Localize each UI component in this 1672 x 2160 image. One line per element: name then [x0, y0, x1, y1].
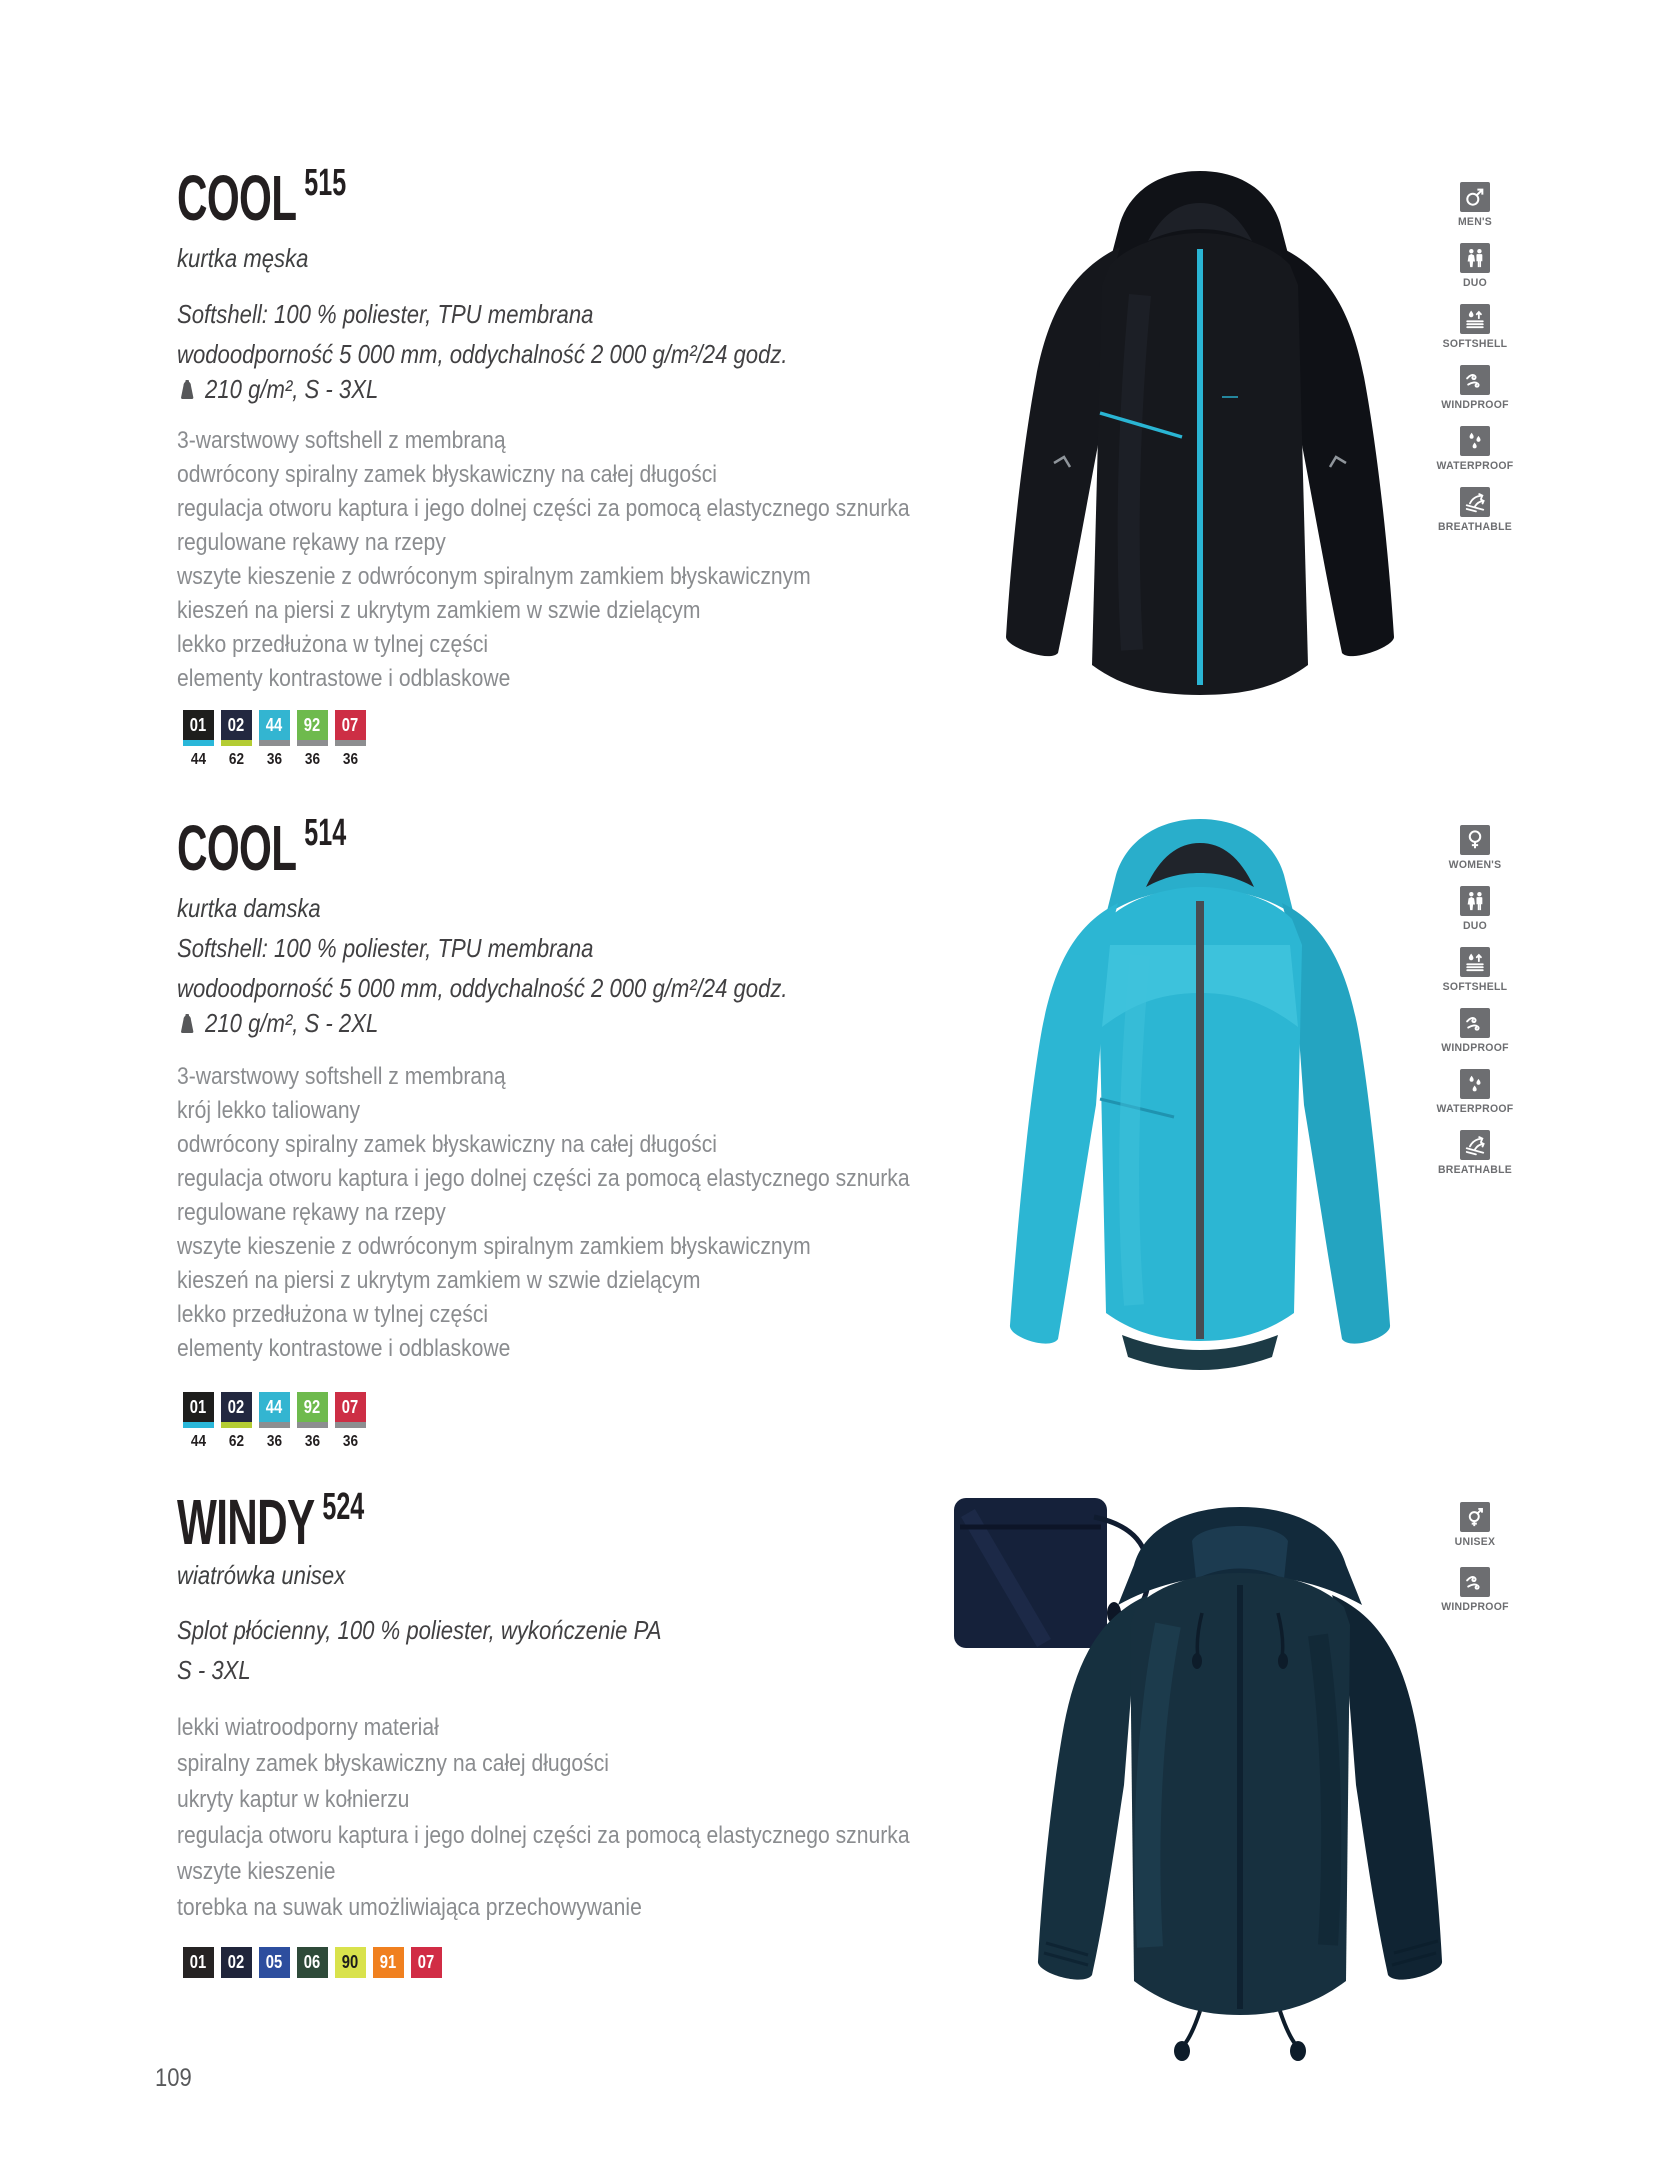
swatch-strip	[335, 1422, 366, 1428]
feature-item: regulacja otworu kaptura i jego dolnej części za pomocą elastycznego sznurka	[177, 1165, 910, 1192]
feature-item: torebka na suwak umożliwiająca przechowywanie	[177, 1894, 642, 1921]
feature-icon-waterproof: WATERPROOF	[1415, 426, 1535, 472]
feature-icon-unisex: UNISEX	[1415, 1502, 1535, 1548]
duo-icon	[1460, 243, 1490, 273]
weight-icon	[177, 1013, 197, 1035]
swatch-strip	[335, 740, 366, 746]
product-title	[177, 162, 347, 240]
feature-list	[177, 1710, 910, 1926]
swatch-code: 91	[380, 1952, 397, 1972]
feature-item: odwrócony spiralny zamek błyskawiczny na całej długości	[177, 461, 717, 488]
color-swatch	[335, 1392, 366, 1451]
feature-item: krój lekko taliowany	[177, 1097, 361, 1124]
duo-icon	[1460, 886, 1490, 916]
product-photo-cool-514	[950, 795, 1450, 1395]
feature-item: elementy kontrastowe i odblaskowe	[177, 665, 511, 692]
mens-icon	[1460, 182, 1490, 212]
waterproof-icon	[1460, 1069, 1490, 1099]
feature-icon-softshell: SOFTSHELL	[1415, 947, 1535, 993]
swatch-sublabel: 44	[190, 751, 207, 768]
swatch-strip	[183, 1422, 214, 1428]
feature-icon-womens: WOMEN'S	[1415, 825, 1535, 871]
feature-item: kieszeń na piersi z ukrytym zamkiem w szwie dzielącym	[177, 1267, 701, 1294]
swatch-code: 90	[342, 1952, 359, 1972]
swatch-code: 07	[342, 714, 359, 735]
waterproof-icon	[1460, 426, 1490, 456]
swatch-code: 02	[228, 1396, 245, 1417]
feature-item: wszyte kieszenie	[177, 1858, 336, 1885]
material-line: wodoodporność 5 000 mm, oddychalność 2 000 g/m²/24 godz.	[177, 339, 788, 369]
swatch-code: 07	[342, 1396, 359, 1417]
weight-size-line	[177, 374, 378, 405]
product-code: 524	[322, 1486, 365, 1528]
feature-item: 3-warstwowy softshell z membraną	[177, 427, 506, 454]
color-swatch	[297, 1947, 328, 1978]
color-swatch	[259, 710, 290, 769]
swatch-code: 05	[266, 1952, 283, 1972]
color-swatch	[373, 1947, 404, 1978]
material-line: Splot płócienny, 100 % poliester, wykończenie PA	[177, 1615, 662, 1645]
feature-item: elementy kontrastowe i odblaskowe	[177, 1335, 511, 1362]
windproof-icon	[1460, 365, 1490, 395]
product-name: COOL	[177, 162, 297, 234]
product-photo-cool-515	[950, 145, 1450, 715]
swatch-code: 06	[304, 1952, 321, 1972]
feature-item: regulacja otworu kaptura i jego dolnej części za pomocą elastycznego sznurka	[177, 495, 910, 522]
swatch-strip	[221, 1422, 252, 1428]
feature-icon-windproof: WINDPROOF	[1415, 1567, 1535, 1613]
product-code: 515	[304, 162, 347, 204]
swatch-strip	[221, 740, 252, 746]
feature-item: kieszeń na piersi z ukrytym zamkiem w szwie dzielącym	[177, 597, 701, 624]
color-swatch	[183, 1947, 214, 1978]
swatch-strip	[297, 740, 328, 746]
feature-item: odwrócony spiralny zamek błyskawiczny na całej długości	[177, 1131, 717, 1158]
womens-icon	[1460, 825, 1490, 855]
material-line: Softshell: 100 % poliester, TPU membrana	[177, 299, 594, 329]
swatch-sublabel: 36	[342, 1433, 359, 1450]
feature-icon-breathable: BREATHABLE	[1415, 1130, 1535, 1176]
feature-item: regulowane rękawy na rzepy	[177, 1199, 446, 1226]
swatch-sublabel: 62	[228, 1433, 245, 1450]
feature-list	[177, 1060, 910, 1366]
unisex-icon	[1460, 1502, 1490, 1532]
breathable-icon	[1460, 487, 1490, 517]
color-swatch	[183, 1392, 214, 1451]
feature-icon-mens: MEN'S	[1415, 182, 1535, 228]
swatch-code: 44	[266, 1396, 283, 1417]
feature-item: lekko przedłużona w tylnej części	[177, 631, 489, 658]
swatch-sublabel: 44	[190, 1433, 207, 1450]
feature-item: regulowane rękawy na rzepy	[177, 529, 446, 556]
material-line: Softshell: 100 % poliester, TPU membrana	[177, 933, 594, 963]
feature-item: lekki wiatroodporny materiał	[177, 1714, 439, 1741]
material-info	[177, 928, 788, 1008]
breathable-icon	[1460, 1130, 1490, 1160]
color-swatch	[335, 710, 366, 769]
softshell-icon	[1460, 947, 1490, 977]
swatch-code: 92	[304, 1396, 321, 1417]
swatch-code: 01	[190, 714, 207, 735]
feature-icon-softshell: SOFTSHELL	[1415, 304, 1535, 350]
swatch-sublabel: 62	[228, 751, 245, 768]
material-info	[177, 294, 788, 374]
product-title	[177, 812, 347, 890]
size-line: S - 3XL	[177, 1655, 251, 1685]
weight-size-text: 210 g/m², S - 3XL	[205, 374, 379, 404]
product-code: 514	[304, 812, 347, 854]
product-subtitle: kurtka damska	[177, 893, 321, 923]
weight-size-text: 210 g/m², S - 2XL	[205, 1008, 379, 1038]
softshell-icon	[1460, 304, 1490, 334]
swatch-strip	[297, 1422, 328, 1428]
weight-size-line	[177, 1008, 378, 1039]
swatch-sublabel: 36	[266, 1433, 283, 1450]
weight-icon	[177, 379, 197, 401]
swatch-code: 02	[228, 714, 245, 735]
swatch-code: 44	[266, 714, 283, 735]
feature-item: 3-warstwowy softshell z membraną	[177, 1063, 506, 1090]
color-swatch	[411, 1947, 442, 1978]
windproof-icon	[1460, 1567, 1490, 1597]
swatch-sublabel: 36	[304, 751, 321, 768]
swatch-code: 01	[190, 1396, 207, 1417]
feature-item: regulacja otworu kaptura i jego dolnej części za pomocą elastycznego sznurka	[177, 1822, 910, 1849]
color-swatch	[221, 1392, 252, 1451]
swatch-code: 92	[304, 714, 321, 735]
feature-icon-windproof: WINDPROOF	[1415, 365, 1535, 411]
feature-icon-waterproof: WATERPROOF	[1415, 1069, 1535, 1115]
product-name: COOL	[177, 812, 297, 884]
color-swatch	[221, 1947, 252, 1978]
color-swatch	[297, 710, 328, 769]
feature-item: wszyte kieszenie z odwróconym spiralnym zamkiem błyskawicznym	[177, 1233, 811, 1260]
product-photo-windy-524	[848, 1465, 1473, 2075]
swatch-strip	[259, 740, 290, 746]
feature-item: spiralny zamek błyskawiczny na całej długości	[177, 1750, 609, 1777]
swatch-sublabel: 36	[266, 751, 283, 768]
swatch-code: 02	[228, 1952, 245, 1972]
feature-item: ukryty kaptur w kołnierzu	[177, 1786, 410, 1813]
color-swatch-row	[183, 710, 366, 769]
color-swatch	[297, 1392, 328, 1451]
page-number: 109	[155, 2064, 192, 2092]
color-swatch-row	[183, 1392, 366, 1451]
product-subtitle: wiatrówka unisex	[177, 1560, 346, 1590]
swatch-sublabel: 36	[304, 1433, 321, 1450]
color-swatch-row	[183, 1947, 442, 1978]
product-title	[177, 1486, 365, 1564]
color-swatch	[259, 1392, 290, 1451]
swatch-sublabel: 36	[342, 751, 359, 768]
product-subtitle: kurtka męska	[177, 243, 309, 273]
feature-list	[177, 424, 910, 696]
color-swatch	[221, 710, 252, 769]
swatch-strip	[183, 740, 214, 746]
feature-item: wszyte kieszenie z odwróconym spiralnym zamkiem błyskawicznym	[177, 563, 811, 590]
feature-icon-duo: DUO	[1415, 243, 1535, 289]
feature-icon-breathable: BREATHABLE	[1415, 487, 1535, 533]
color-swatch	[335, 1947, 366, 1978]
material-line: wodoodporność 5 000 mm, oddychalność 2 000 g/m²/24 godz.	[177, 973, 788, 1003]
swatch-strip	[259, 1422, 290, 1428]
windproof-icon	[1460, 1008, 1490, 1038]
color-swatch	[259, 1947, 290, 1978]
swatch-code: 07	[418, 1952, 435, 1972]
feature-item: lekko przedłużona w tylnej części	[177, 1301, 489, 1328]
material-info	[177, 1610, 661, 1690]
feature-icon-windproof: WINDPROOF	[1415, 1008, 1535, 1054]
product-name: WINDY	[177, 1486, 315, 1558]
swatch-code: 01	[190, 1952, 207, 1972]
color-swatch	[183, 710, 214, 769]
feature-icon-duo: DUO	[1415, 886, 1535, 932]
